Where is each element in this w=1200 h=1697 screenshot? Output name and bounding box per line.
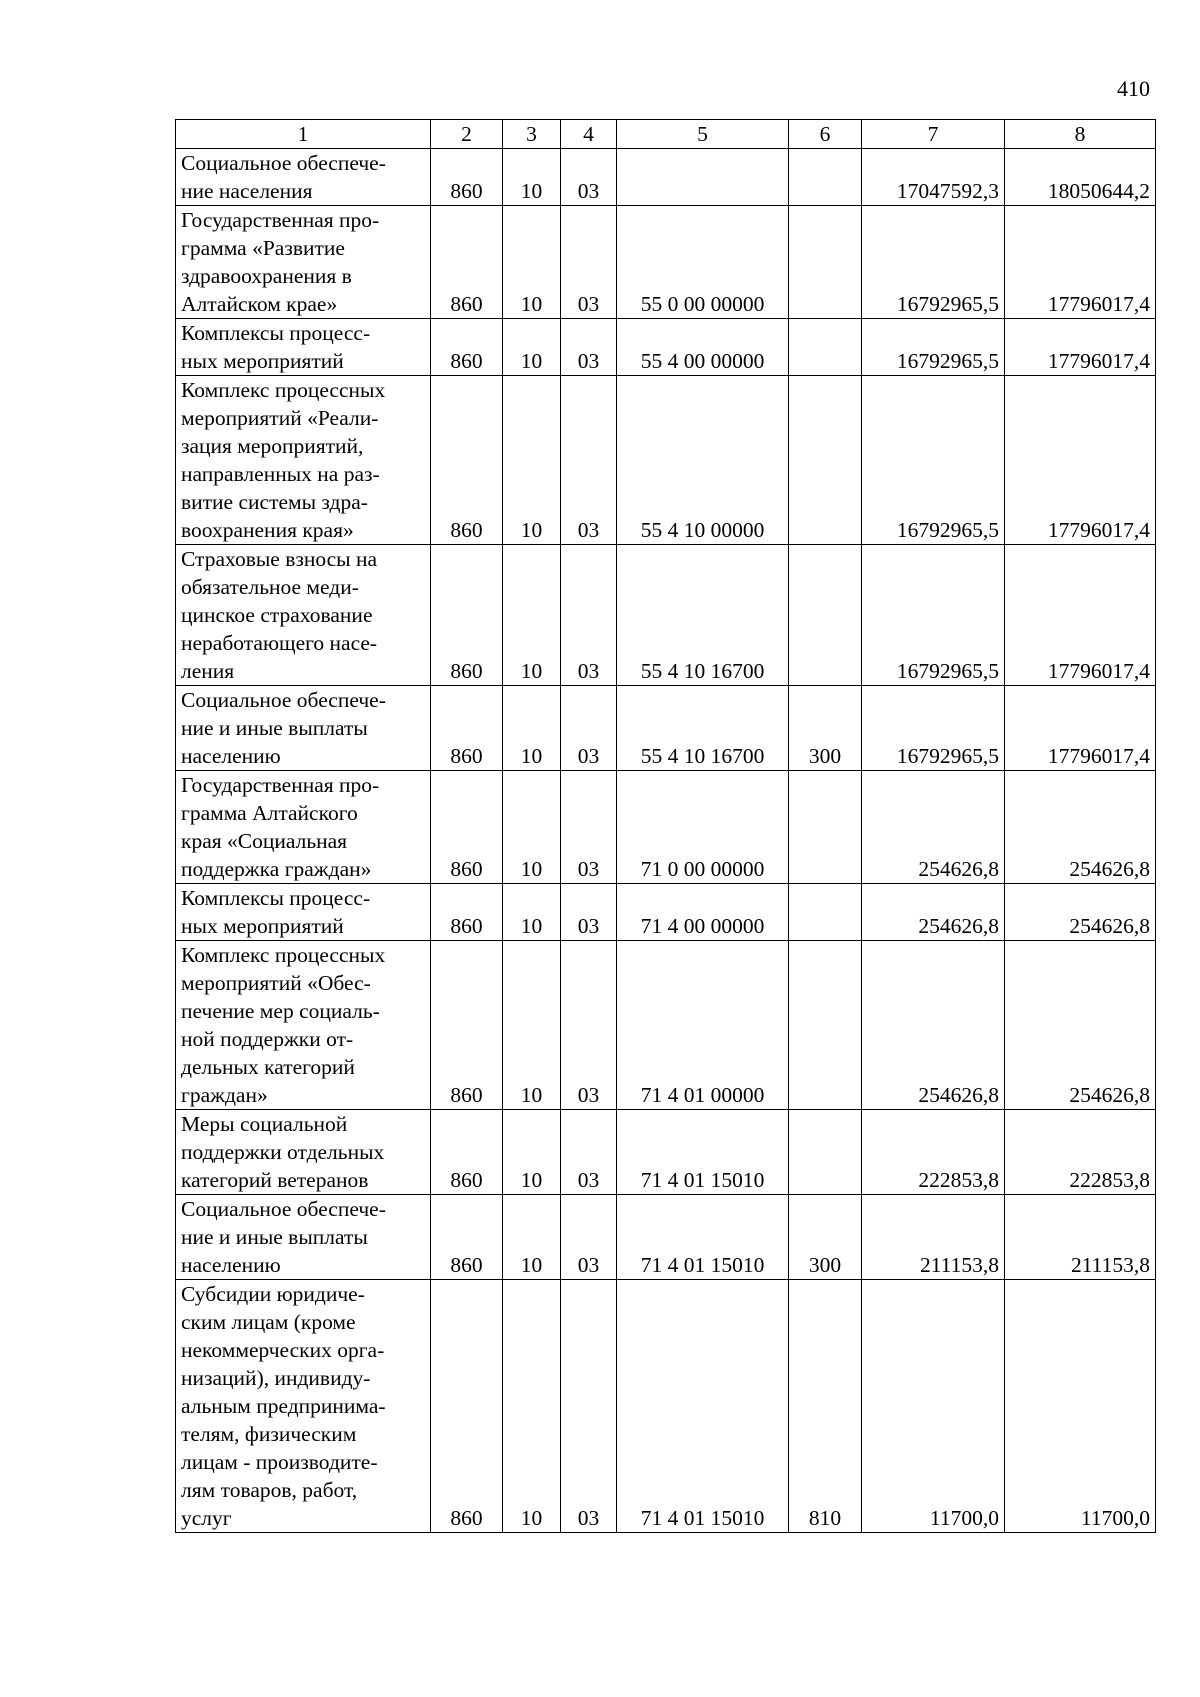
table-row xyxy=(176,319,1156,376)
column-header: 6 xyxy=(789,120,862,149)
table-cell-c4: 03 xyxy=(561,771,617,884)
table-cell-c2: 860 xyxy=(431,686,503,771)
row-name-line: лицам - производите- xyxy=(181,1450,378,1474)
table-cell-c2: 860 xyxy=(431,149,503,206)
table-cell-c2: 860 xyxy=(431,319,503,376)
budget-table xyxy=(175,119,1156,1533)
table-cell-c2: 860 xyxy=(431,884,503,941)
table-cell-c4: 03 xyxy=(561,545,617,686)
row-name-cell xyxy=(176,771,431,884)
row-name-line: направленных на раз- xyxy=(181,462,380,486)
column-header: 2 xyxy=(431,120,503,149)
table-cell-c5: 55 4 10 16700 xyxy=(617,545,789,686)
row-name-line: поддержка граждан» xyxy=(181,857,372,881)
table-cell-c7: 254626,8 xyxy=(862,884,1005,941)
table-cell-c5: 55 0 00 00000 xyxy=(617,206,789,319)
table-cell-c4: 03 xyxy=(561,319,617,376)
table-cell-c8: 17796017,4 xyxy=(1005,376,1156,545)
row-name-cell xyxy=(176,884,431,941)
row-name-line: зация мероприятий, xyxy=(181,434,364,458)
column-header: 1 xyxy=(176,120,431,149)
table-cell-c3: 10 xyxy=(503,1110,561,1195)
row-name-line: низаций), индивиду- xyxy=(181,1366,371,1390)
column-header: 7 xyxy=(862,120,1005,149)
row-name-line: дельных категорий xyxy=(181,1055,355,1079)
row-name-line: здравоохранения в xyxy=(181,264,352,288)
row-name-line: ние и иные выплаты xyxy=(181,716,368,740)
table-cell-c4: 03 xyxy=(561,376,617,545)
table-cell-c3: 10 xyxy=(503,1195,561,1280)
table-cell-c8: 254626,8 xyxy=(1005,941,1156,1110)
table-cell-c8: 18050644,2 xyxy=(1005,149,1156,206)
row-name-line: Комплексы процесс- xyxy=(181,321,371,345)
row-name-cell xyxy=(176,319,431,376)
row-name-line: ления xyxy=(181,659,235,683)
row-name-line: ных мероприятий xyxy=(181,914,344,938)
row-name-line: Социальное обеспече- xyxy=(181,688,386,712)
row-name-line: телям, физическим xyxy=(181,1422,357,1446)
table-cell-c7: 211153,8 xyxy=(862,1195,1005,1280)
row-name-cell xyxy=(176,545,431,686)
row-name-line: населению xyxy=(181,744,281,768)
row-name-line: обязательное меди- xyxy=(181,575,359,599)
table-cell-c6 xyxy=(789,545,862,686)
table-cell-c2: 860 xyxy=(431,1195,503,1280)
table-row xyxy=(176,545,1156,686)
table-cell-c6 xyxy=(789,376,862,545)
table-cell-c8: 11700,0 xyxy=(1005,1280,1156,1533)
row-name-line: Комплекс процессных xyxy=(181,378,386,402)
table-cell-c8: 222853,8 xyxy=(1005,1110,1156,1195)
table-row xyxy=(176,376,1156,545)
row-name-line: Комплекс процессных xyxy=(181,943,386,967)
table-cell-c5: 55 4 00 00000 xyxy=(617,319,789,376)
row-name-line: поддержки отдельных xyxy=(181,1140,385,1164)
row-name-line: граждан» xyxy=(181,1083,268,1107)
table-cell-c3: 10 xyxy=(503,941,561,1110)
table-cell-c2: 860 xyxy=(431,206,503,319)
table-cell-c5: 71 4 00 00000 xyxy=(617,884,789,941)
table-cell-c3: 10 xyxy=(503,884,561,941)
row-name-line: населению xyxy=(181,1253,281,1277)
row-name-line: Комплексы процесс- xyxy=(181,886,371,910)
row-name-line: мероприятий «Обес- xyxy=(181,971,371,995)
row-name-cell xyxy=(176,1195,431,1280)
column-header: 5 xyxy=(617,120,789,149)
row-name-line: категорий ветеранов xyxy=(181,1168,369,1192)
row-name-line: Меры социальной xyxy=(181,1112,348,1136)
table-cell-c7: 16792965,5 xyxy=(862,319,1005,376)
table-row xyxy=(176,941,1156,1110)
table-cell-c3: 10 xyxy=(503,771,561,884)
table-cell-c4: 03 xyxy=(561,1280,617,1533)
table-row xyxy=(176,1280,1156,1533)
table-cell-c4: 03 xyxy=(561,686,617,771)
table-cell-c7: 254626,8 xyxy=(862,941,1005,1110)
table-cell-c6 xyxy=(789,149,862,206)
row-name-line: Социальное обеспече- xyxy=(181,1197,386,1221)
table-cell-c2: 860 xyxy=(431,941,503,1110)
row-name-line: Алтайском крае» xyxy=(181,292,338,316)
row-name-line: воохранения края» xyxy=(181,518,354,542)
table-row xyxy=(176,1110,1156,1195)
table-cell-c5: 71 4 01 15010 xyxy=(617,1110,789,1195)
table-cell-c8: 17796017,4 xyxy=(1005,206,1156,319)
row-name-line: Государственная про- xyxy=(181,773,380,797)
table-cell-c6: 300 xyxy=(789,686,862,771)
row-name-line: некоммерческих орга- xyxy=(181,1338,385,1362)
table-cell-c6: 810 xyxy=(789,1280,862,1533)
table-cell-c7: 16792965,5 xyxy=(862,686,1005,771)
table-cell-c3: 10 xyxy=(503,376,561,545)
table-cell-c5: 71 4 01 00000 xyxy=(617,941,789,1110)
table-body xyxy=(176,149,1156,1533)
table-cell-c6 xyxy=(789,1110,862,1195)
row-name-line: Государственная про- xyxy=(181,208,380,232)
row-name-cell xyxy=(176,686,431,771)
table-cell-c8: 17796017,4 xyxy=(1005,545,1156,686)
row-name-cell xyxy=(176,1280,431,1533)
table-cell-c2: 860 xyxy=(431,545,503,686)
row-name-line: ние и иные выплаты xyxy=(181,1225,368,1249)
row-name-cell xyxy=(176,376,431,545)
row-name-line: края «Социальная xyxy=(181,829,348,853)
table-cell-c6: 300 xyxy=(789,1195,862,1280)
table-cell-c3: 10 xyxy=(503,686,561,771)
table-cell-c5: 71 4 01 15010 xyxy=(617,1280,789,1533)
table-cell-c5: 55 4 10 00000 xyxy=(617,376,789,545)
row-name-cell xyxy=(176,206,431,319)
table-cell-c8: 17796017,4 xyxy=(1005,686,1156,771)
table-cell-c7: 222853,8 xyxy=(862,1110,1005,1195)
column-header: 3 xyxy=(503,120,561,149)
table-row xyxy=(176,1195,1156,1280)
row-name-line: ной поддержки от- xyxy=(181,1027,354,1051)
row-name-line: альным предпринима- xyxy=(181,1394,386,1418)
table-cell-c8: 254626,8 xyxy=(1005,884,1156,941)
row-name-line: Социальное обеспече- xyxy=(181,151,386,175)
row-name-line: печение мер социаль- xyxy=(181,999,380,1023)
table-cell-c4: 03 xyxy=(561,206,617,319)
table-cell-c6 xyxy=(789,771,862,884)
table-cell-c6 xyxy=(789,319,862,376)
table-cell-c2: 860 xyxy=(431,376,503,545)
row-name-line: ние населения xyxy=(181,179,313,203)
table-cell-c8: 17796017,4 xyxy=(1005,319,1156,376)
row-name-line: грамма «Развитие xyxy=(181,236,345,260)
row-name-cell xyxy=(176,149,431,206)
table-cell-c6 xyxy=(789,206,862,319)
table-cell-c7: 254626,8 xyxy=(862,771,1005,884)
table-cell-c2: 860 xyxy=(431,1280,503,1533)
table-cell-c4: 03 xyxy=(561,1110,617,1195)
table-cell-c2: 860 xyxy=(431,1110,503,1195)
row-name-line: витие системы здра- xyxy=(181,490,368,514)
table-cell-c3: 10 xyxy=(503,319,561,376)
page-number: 410 xyxy=(1117,76,1150,101)
table-cell-c2: 860 xyxy=(431,771,503,884)
column-header: 4 xyxy=(561,120,617,149)
table-header-row xyxy=(176,120,1156,149)
table-row xyxy=(176,206,1156,319)
row-name-cell xyxy=(176,941,431,1110)
table-cell-c7: 17047592,3 xyxy=(862,149,1005,206)
table-cell-c4: 03 xyxy=(561,1195,617,1280)
table-cell-c8: 211153,8 xyxy=(1005,1195,1156,1280)
row-name-line: неработающего насе- xyxy=(181,631,378,655)
table-cell-c3: 10 xyxy=(503,206,561,319)
table-cell-c5: 71 0 00 00000 xyxy=(617,771,789,884)
table-cell-c3: 10 xyxy=(503,545,561,686)
table-cell-c8: 254626,8 xyxy=(1005,771,1156,884)
row-name-line: лям товаров, работ, xyxy=(181,1478,358,1502)
row-name-line: ским лицам (кроме xyxy=(181,1310,356,1334)
table-row xyxy=(176,884,1156,941)
table-cell-c3: 10 xyxy=(503,149,561,206)
table-cell-c7: 11700,0 xyxy=(862,1280,1005,1533)
table-cell-c7: 16792965,5 xyxy=(862,206,1005,319)
row-name-line: Страховые взносы на xyxy=(181,547,378,571)
table-cell-c4: 03 xyxy=(561,941,617,1110)
table-cell-c7: 16792965,5 xyxy=(862,376,1005,545)
table-cell-c4: 03 xyxy=(561,149,617,206)
table-cell-c5 xyxy=(617,149,789,206)
row-name-line: грамма Алтайского xyxy=(181,801,358,825)
row-name-line: мероприятий «Реали- xyxy=(181,406,379,430)
table-cell-c4: 03 xyxy=(561,884,617,941)
table-cell-c3: 10 xyxy=(503,1280,561,1533)
row-name-cell xyxy=(176,1110,431,1195)
table-cell-c5: 55 4 10 16700 xyxy=(617,686,789,771)
row-name-line: Субсидии юридиче- xyxy=(181,1282,365,1306)
row-name-line: ных мероприятий xyxy=(181,349,344,373)
table-row xyxy=(176,771,1156,884)
table-row xyxy=(176,686,1156,771)
table-cell-c5: 71 4 01 15010 xyxy=(617,1195,789,1280)
row-name-line: цинское страхование xyxy=(181,603,373,627)
table-row xyxy=(176,149,1156,206)
table-cell-c6 xyxy=(789,941,862,1110)
table-cell-c6 xyxy=(789,884,862,941)
row-name-line: услуг xyxy=(181,1506,232,1530)
table-cell-c7: 16792965,5 xyxy=(862,545,1005,686)
column-header: 8 xyxy=(1005,120,1156,149)
